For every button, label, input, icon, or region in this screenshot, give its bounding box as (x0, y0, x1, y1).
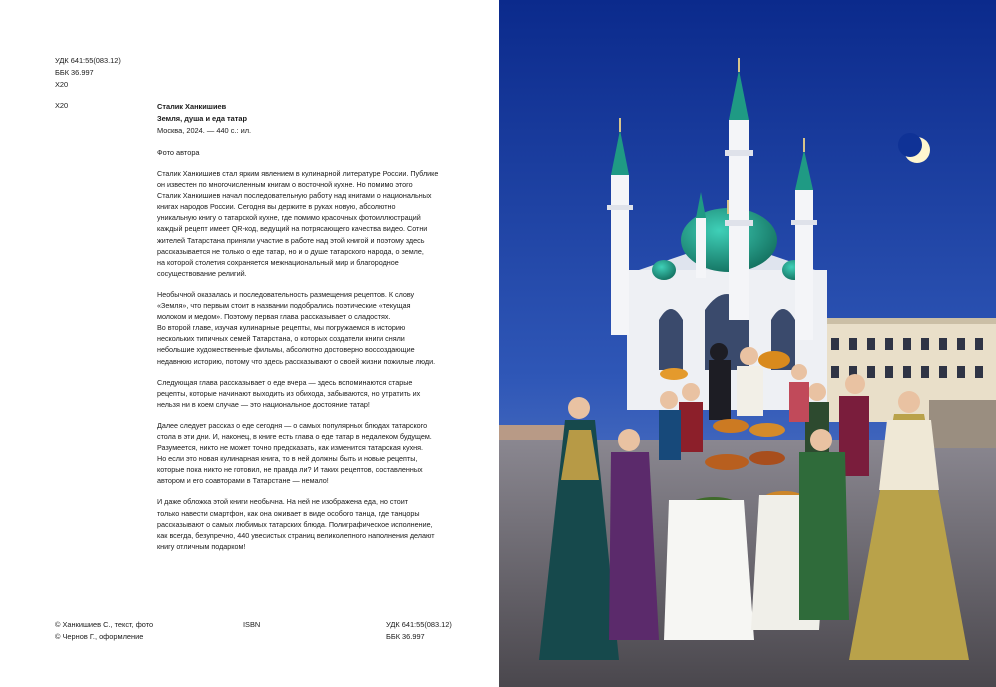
udk-code: УДК 641:55(083.12) (55, 56, 121, 65)
copyright-block (55, 619, 153, 643)
paragraph-5: И даже обложка этой книги необычна. На ней не изображена еда, но стоит только навести смартфон, как она оживает в виде особого танца, где танцоры рассказывают о самых любимых татарских блюда. Полиграфическое исполнение, как всегда, безупречно, 440 увесистых страниц великолепного наполнения делают книгу отличным подарком! (157, 497, 435, 551)
author-sign: Х20 (55, 80, 69, 89)
book-title: Земля, душа и еда татар (157, 114, 247, 123)
dancer-man-right (799, 429, 849, 620)
mosque-photo-illustration (499, 0, 996, 687)
footer-udk: УДК 641:55(083.12) (386, 620, 452, 629)
bbk-code: ББК 36.997 (55, 68, 94, 77)
paragraph-3: Следующая глава рассказывает о еде вчера — здесь вспоминаются старые рецепты, которые начинают выходить из обихода, забываются, но утратить их нельзя ни в коем случае — это национальное достояние татар! (157, 377, 421, 409)
paragraph-2: Необычной оказалась и последовательность размещения рецептов. К слову «Земля», что первым стоит в названии подобрались поэтические «текущая молоком и медом». Поэтому первая глава рассказывает о сладостях. Во второй главе, изучая кулинарные рецепты, мы погружаемся в историю нескольких типичных семей Татарстана, о которых создатели книги сняли небольшие художественные фильмы, абсолютно достоверно воссоздающие недавнюю историю, потому что здесь рассказывают о своей жизни пожилые люди. (157, 289, 436, 366)
copyright-text: © Ханкишиев С., текст, фото (55, 620, 154, 629)
photo-credit: Фото автора (157, 148, 200, 157)
footer-codes (386, 619, 452, 643)
bibliographic-entry (157, 101, 251, 137)
book-author: Сталик Ханкишиев (157, 102, 227, 111)
copyright-design: © Чернов Г., оформление (55, 632, 144, 641)
annotation-text (157, 168, 455, 562)
author-sign-secondary: Х20 (55, 101, 69, 110)
paragraph-1: Сталик Ханкишиев стал ярким явлением в кулинарной литературе России. Публике он известен по многочисленным книгам о восточной кухне. Но помимо этого Сталик Ханкишиев начал последовательную работу над книгами о национальных книгах народов России. Сегодня вы держите в руках новую, абсолютно уникальную книгу о татарской кухне, где помимо красочных фотоиллюстраций каждый рецепт имеет QR-код, ведущий на потрясающего качества видео. Сотни жителей Татарстана приняли участие в работе над этой книгой и поэтому здесь рассказывается не только о еде татар, но и о душе татарского народа, о земле, на которой столетия сохраняется межнациональный мир и благородное сосуществование религий. (157, 169, 439, 278)
footer-bbk: ББК 36.997 (386, 632, 425, 641)
paragraph-4: Далее следует рассказ о еде сегодня — о самых популярных блюдах татарского стола в эти дни. И, наконец, в книге есть глава о еде татар в недалеком будущем. Разумеется, никто не может точно предсказать, как изменится татарская кухня. Но если это новая кулинарная книга, то в ней должны быть и новые рецепты, которые пока никто не готовил, не правда ли? И таких рецептов, составленных автором и его соавторами в Татарстане — немало! (157, 420, 432, 486)
isbn-label: ISBN (243, 620, 261, 629)
white-cloth-left (664, 500, 754, 640)
cover-photo (499, 0, 996, 687)
fence (929, 400, 996, 448)
catalog-codes (55, 55, 121, 91)
book-imprint: Москва, 2024. — 440 с.: ил. (157, 126, 252, 135)
